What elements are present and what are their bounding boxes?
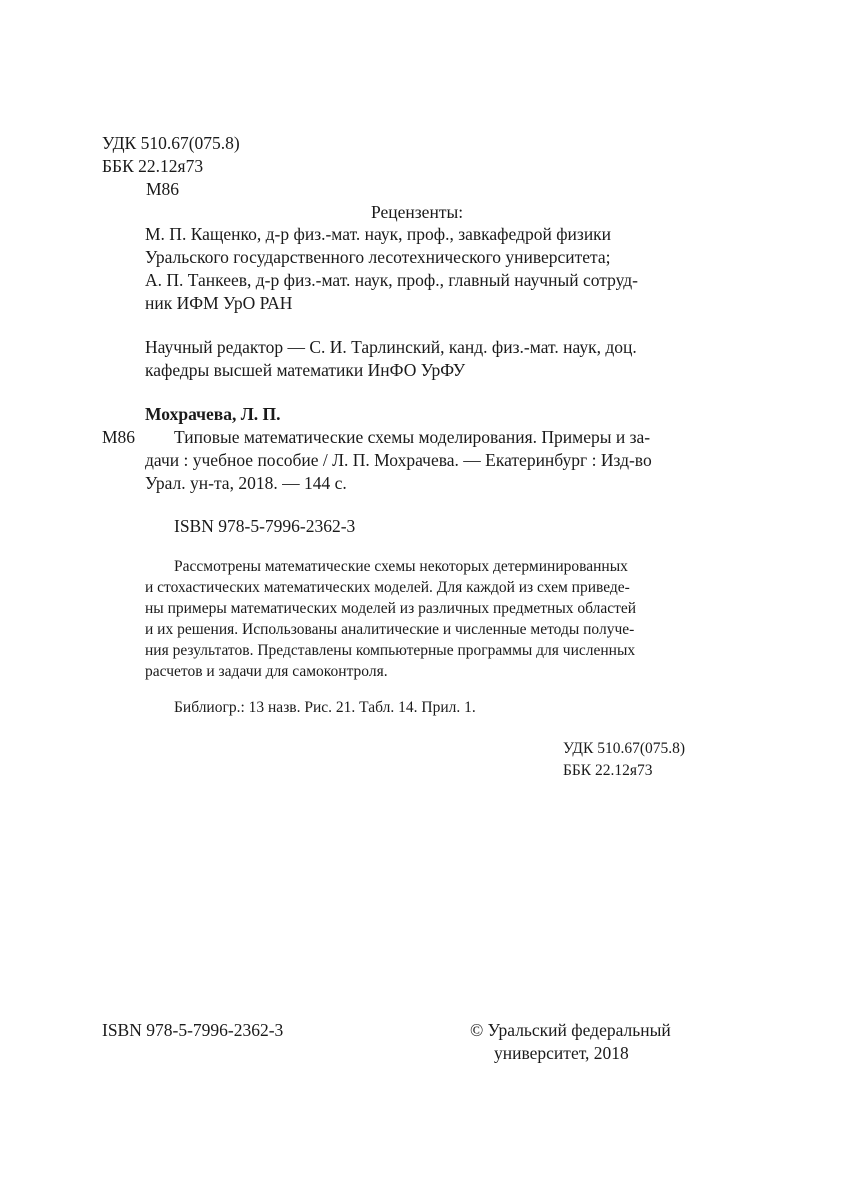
abstract-line: Рассмотрены математические схемы некоторых детерминированных bbox=[174, 558, 628, 575]
copyright-line: университет, 2018 bbox=[494, 1043, 629, 1063]
abstract-line: и их решения. Использованы аналитические и численные методы получе- bbox=[145, 621, 635, 638]
bibliographic-mark: М86 bbox=[102, 427, 136, 447]
author-mark: М86 bbox=[146, 179, 180, 199]
abstract-line: расчетов и задачи для самоконтроля. bbox=[145, 663, 388, 680]
reviewer-line: М. П. Кащенко, д-р физ.-мат. наук, проф., завкафедрой физики bbox=[145, 224, 612, 244]
bibliographic-line: Урал. ун-та, 2018. — 144 с. bbox=[145, 473, 347, 493]
editor-line: кафедры высшей математики ИнФО УрФУ bbox=[145, 360, 466, 380]
bbk-code: ББК 22.12я73 bbox=[102, 156, 204, 176]
reviewer-line: Уральского государственного лесотехнического университета; bbox=[145, 247, 611, 267]
bibliographic-line: Типовые математические схемы моделирования. Примеры и за- bbox=[174, 427, 651, 447]
udk-code-bottom: УДК 510.67(075.8) bbox=[563, 740, 686, 757]
abstract-line: и стохастических математических моделей. Для каждой из схем приведе- bbox=[145, 579, 630, 596]
isbn-record: ISBN 978-5-7996-2362-3 bbox=[174, 516, 356, 536]
bibliography-summary: Библиогр.: 13 назв. Рис. 21. Табл. 14. Прил. 1. bbox=[174, 699, 476, 716]
abstract-line: ны примеры математических моделей из различных предметных областей bbox=[145, 600, 637, 617]
footer-isbn: ISBN 978-5-7996-2362-3 bbox=[102, 1020, 284, 1040]
copyright-line: © Уральский федеральный bbox=[470, 1020, 671, 1040]
editor-line: Научный редактор — С. И. Тарлинский, канд. физ.-мат. наук, доц. bbox=[145, 337, 637, 357]
abstract-line: ния результатов. Представлены компьютерные программы для численных bbox=[145, 642, 636, 659]
bibliographic-author: Мохрачева, Л. П. bbox=[145, 404, 281, 424]
bibliographic-line: дачи : учебное пособие / Л. П. Мохрачева. — Екатеринбург : Изд-во bbox=[145, 450, 652, 470]
reviewer-line: А. П. Танкеев, д-р физ.-мат. наук, проф., главный научный сотруд- bbox=[145, 270, 638, 290]
reviewer-line: ник ИФМ УрО РАН bbox=[145, 293, 293, 313]
udk-code: УДК 510.67(075.8) bbox=[102, 133, 240, 153]
reviewers-heading: Рецензенты: bbox=[371, 202, 464, 222]
bbk-code-bottom: ББК 22.12я73 bbox=[563, 762, 653, 779]
